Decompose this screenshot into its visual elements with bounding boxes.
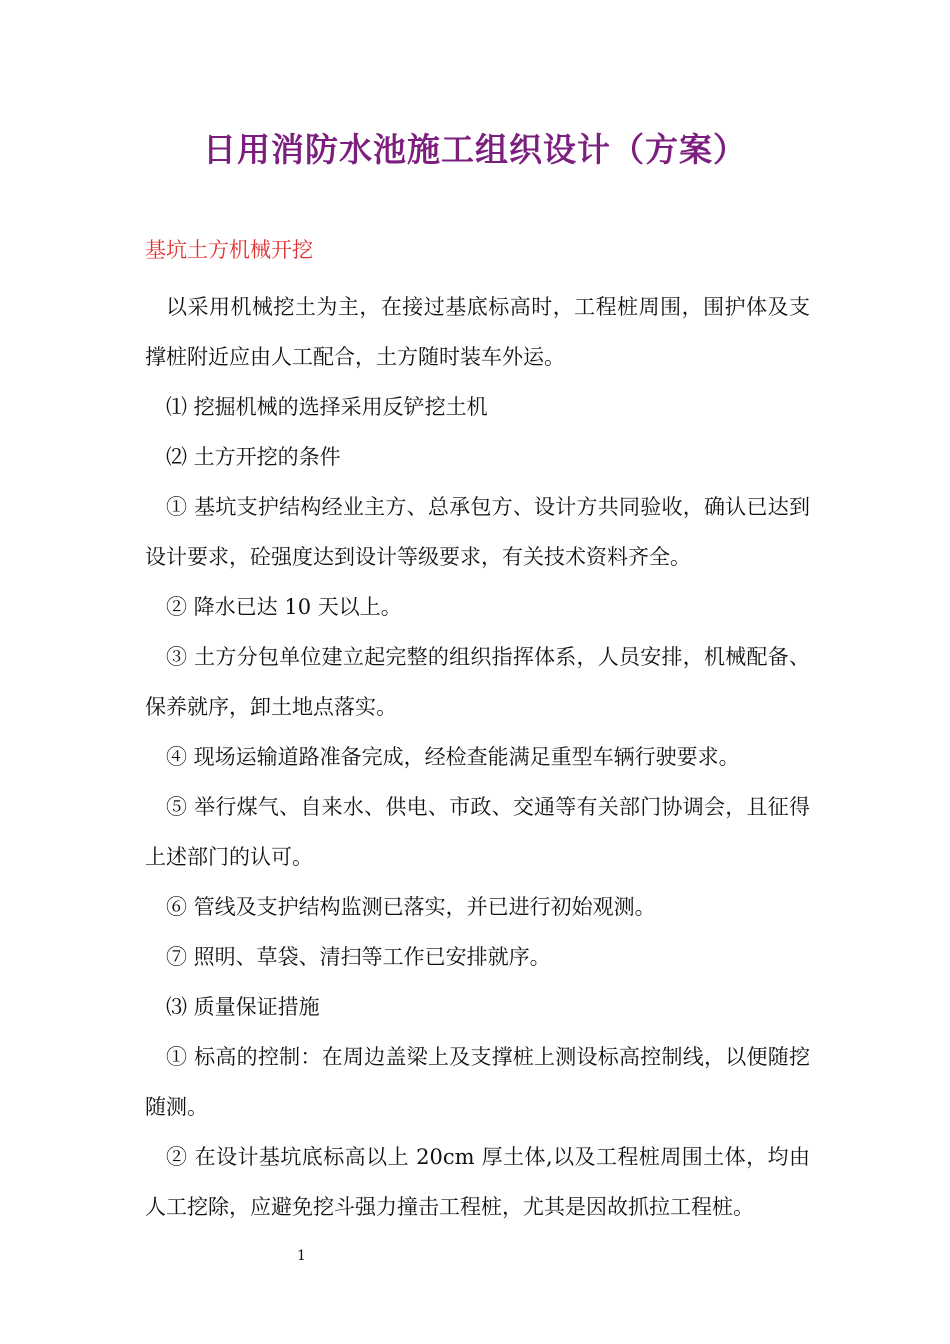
paragraph: ⑤ 举行煤气、自来水、供电、市政、交通等有关部门协调会，且征得上述部门的认可。 [145, 795, 810, 869]
paragraph: ⑴ 挖掘机械的选择采用反铲挖土机 [166, 395, 488, 419]
paragraph: 以采用机械挖土为主，在接过基底标高时，工程桩周围，围护体及支撑桩附近应由人工配合，土方随时装车外运。 [145, 295, 810, 369]
page-number: 1 [297, 1248, 306, 1264]
paragraph: ⑵ 土方开挖的条件 [166, 445, 341, 469]
paragraph: ② 降水已达 10 天以上。 [166, 595, 402, 619]
paragraph: ② 在设计基坑底标高以上 20cm 厚土体,以及工程桩周围土体，均由人工挖除，应避免挖斗强力撞击工程桩，尤其是因故抓拉工程桩。 [145, 1145, 810, 1219]
paragraph: ⑶ 质量保证措施 [166, 995, 320, 1019]
paragraph: ③ 土方分包单位建立起完整的组织指挥体系，人员安排，机械配备、保养就序，卸土地点落实。 [145, 645, 810, 719]
paragraph: ④ 现场运输道路准备完成，经检查能满足重型车辆行驶要求。 [166, 745, 740, 769]
paragraph: ① 标高的控制：在周边盖梁上及支撑桩上测设标高控制线，以便随挖随测。 [145, 1045, 810, 1119]
page-title: 日用消防水池施工组织设计（方案） [203, 130, 747, 169]
paragraph: ⑦ 照明、草袋、清扫等工作已安排就序。 [166, 945, 551, 969]
paragraph: ① 基坑支护结构经业主方、总承包方、设计方共同验收，确认已达到设计要求，砼强度达到设计等级要求，有关技术资料齐全。 [145, 495, 810, 569]
paragraph: ⑥ 管线及支护结构监测已落实，并已进行初始观测。 [166, 895, 656, 919]
body-text [145, 282, 810, 1232]
section-heading: 基坑土方机械开挖 [145, 238, 313, 262]
